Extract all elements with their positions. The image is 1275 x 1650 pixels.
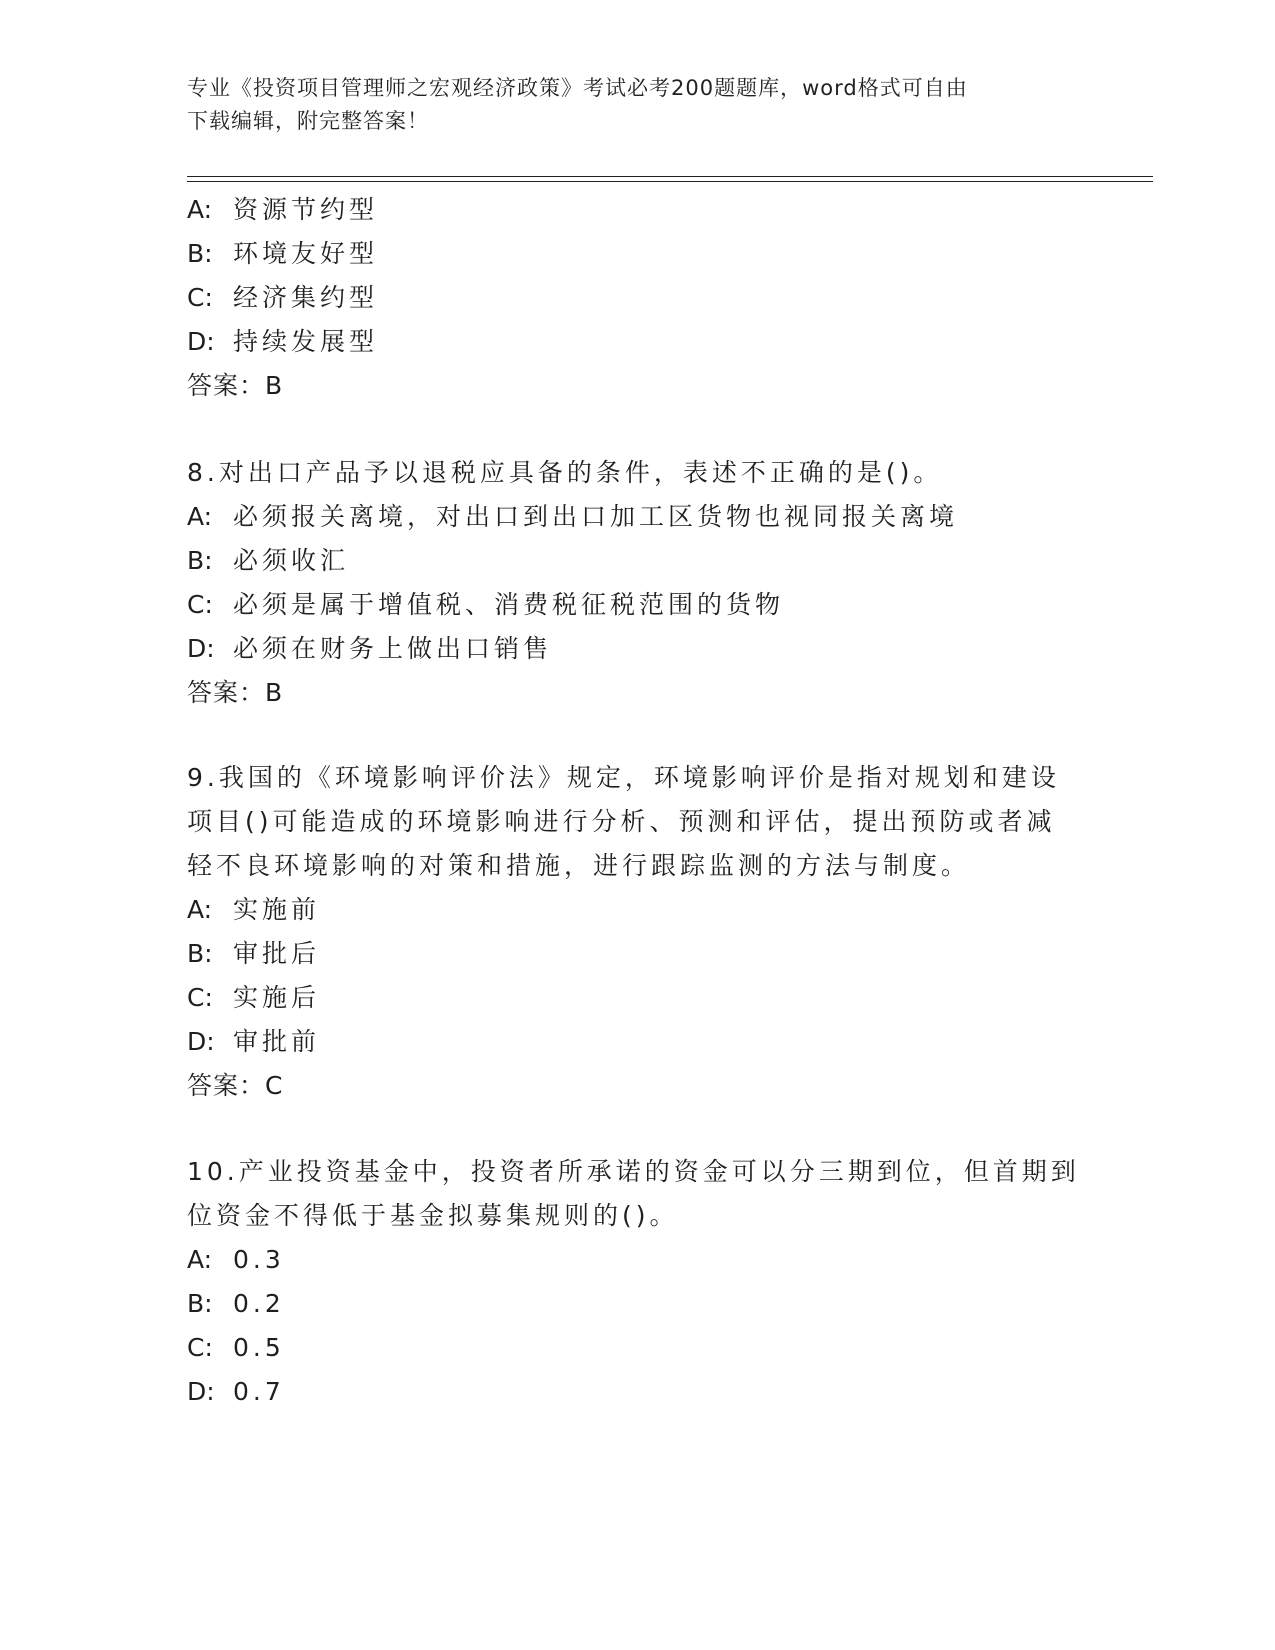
option-key: C:: [187, 1333, 213, 1362]
option-text: 持续发展型: [233, 327, 379, 356]
q9-option-a: [187, 895, 320, 925]
option-key: D:: [187, 1377, 215, 1406]
option-key: D:: [187, 1027, 215, 1056]
q9-option-c: [187, 983, 320, 1013]
option-text: 0.2: [233, 1289, 285, 1318]
document-header: [187, 72, 1067, 138]
header-line-2: 下载编辑，附完整答案！: [187, 109, 429, 133]
option-key: A:: [187, 195, 213, 224]
q7-answer: 答案：B: [187, 371, 284, 400]
q8-option-a: [187, 502, 958, 532]
q8-answer: 答案：B: [187, 678, 284, 707]
option-key: A:: [187, 1245, 213, 1274]
q9-stem-line-3: 轻不良环境影响的对策和措施，进行跟踪监测的方法与制度。: [187, 851, 971, 880]
option-key: C:: [187, 983, 213, 1012]
q10-option-b: [187, 1289, 285, 1319]
q10-stem-line-1: 10.产业投资基金中，投资者所承诺的资金可以分三期到位，但首期到: [187, 1157, 1080, 1186]
option-key: B:: [187, 239, 213, 268]
q7-option-c: [187, 283, 378, 313]
header-line-1: 专业《投资项目管理师之宏观经济政策》考试必考200题题库，word格式可自由: [187, 76, 968, 100]
option-key: D:: [187, 634, 215, 663]
q8-option-d: [187, 634, 552, 664]
q9-stem-line-1: 9.我国的《环境影响评价法》规定，环境影响评价是指对规划和建设: [187, 763, 1060, 792]
q10-option-a: [187, 1245, 285, 1275]
option-key: C:: [187, 590, 213, 619]
q8-option-b: [187, 546, 349, 576]
option-key: A:: [187, 895, 213, 924]
q8-stem: 8.对出口产品予以退税应具备的条件，表述不正确的是()。: [187, 458, 943, 487]
option-text: 必须报关离境，对出口到出口加工区货物也视同报关离境: [233, 502, 959, 531]
q9-option-d: [187, 1027, 320, 1057]
q8-option-c: [187, 590, 784, 620]
option-text: 实施前: [233, 895, 321, 924]
option-text: 0.3: [233, 1245, 285, 1274]
header-divider-top: [187, 176, 1153, 177]
q10-option-c: [187, 1333, 285, 1363]
option-text: 资源节约型: [233, 195, 379, 224]
option-text: 审批后: [233, 939, 321, 968]
option-text: 必须是属于增值税、消费税征税范围的货物: [233, 590, 785, 619]
q9-answer: 答案：C: [187, 1071, 284, 1100]
q10-option-d: [187, 1377, 285, 1407]
option-key: A:: [187, 502, 213, 531]
q9-option-b: [187, 939, 320, 969]
option-key: B:: [187, 939, 213, 968]
option-text: 必须在财务上做出口销售: [233, 634, 553, 663]
q7-option-a: [187, 195, 378, 225]
q10-stem-line-2: 位资金不得低于基金拟募集规则的()。: [187, 1201, 679, 1230]
option-key: C:: [187, 283, 213, 312]
q7-option-b: [187, 239, 378, 269]
option-key: D:: [187, 327, 215, 356]
header-divider-bottom: [187, 181, 1153, 182]
option-text: 实施后: [233, 983, 321, 1012]
option-text: 经济集约型: [233, 283, 379, 312]
option-text: 环境友好型: [233, 239, 379, 268]
q9-stem-line-2: 项目()可能造成的环境影响进行分析、预测和评估，提出预防或者减: [187, 807, 1056, 836]
option-text: 0.7: [233, 1377, 285, 1406]
option-text: 必须收汇: [233, 546, 350, 575]
option-key: B:: [187, 546, 213, 575]
option-text: 0.5: [233, 1333, 285, 1362]
option-key: B:: [187, 1289, 213, 1318]
q7-option-d: [187, 327, 378, 357]
option-text: 审批前: [233, 1027, 321, 1056]
